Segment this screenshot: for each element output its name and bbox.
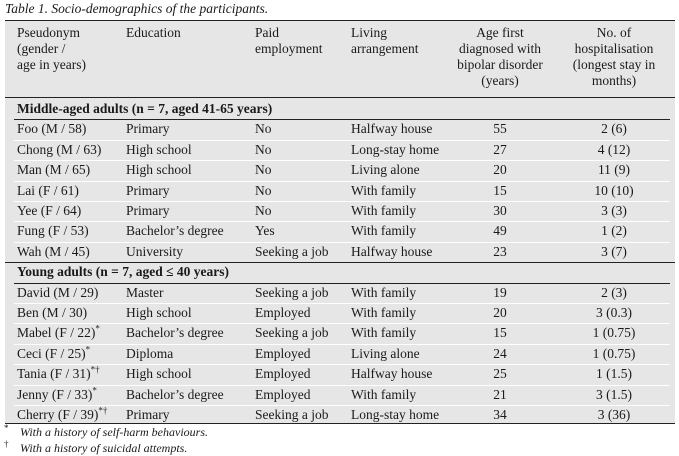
cell-hospitalisation: 10 (10) (594, 182, 634, 198)
cell-hospitalisation: 1 (1.5) (596, 366, 632, 382)
cell-living: Long-stay home (351, 141, 440, 157)
cell-pseudonym (17, 119, 86, 139)
table-row (5, 140, 675, 160)
cell-living: Halfway house (351, 121, 433, 137)
cell-hospitalisation: 3 (3) (601, 203, 627, 218)
table-row (5, 303, 675, 323)
cell-living: Halfway house (351, 243, 433, 259)
cell-living: With family (351, 223, 417, 239)
cell-pseudonym (17, 181, 79, 201)
sociodemographics-table (5, 20, 675, 424)
cell-education: Bachelor’s degree (126, 386, 224, 402)
cell-employment: No (255, 182, 272, 198)
cell-living: With family (351, 305, 417, 320)
participant-name: Tania (F / 31) (17, 366, 91, 382)
participant-name: David (M / 29) (17, 284, 99, 300)
cell-education: Bachelor’s degree (126, 325, 224, 341)
participant-name: Fung (F / 53) (17, 223, 89, 239)
participant-name: Jenny (F / 33) (17, 386, 93, 402)
cell-education: Master (126, 284, 164, 300)
cell-age-first: 27 (493, 141, 507, 157)
cell-employment: Employed (255, 345, 311, 361)
table-row (5, 323, 675, 343)
cell-living: Living alone (351, 162, 420, 178)
header-education: Education (126, 25, 181, 40)
cell-age-first: 15 (493, 325, 507, 341)
cell-age-first: 15 (493, 182, 507, 198)
cell-employment: No (255, 121, 272, 137)
cell-living: Long-stay home (351, 407, 440, 422)
header-employment: Paid employment (255, 25, 323, 56)
table-header (5, 25, 675, 95)
table-row (5, 160, 675, 180)
table-row (5, 344, 675, 364)
participant-name: Ceci (F / 25) (17, 345, 86, 361)
cell-pseudonym (17, 405, 107, 425)
cell-education: University (126, 243, 183, 259)
cell-age-first: 21 (493, 386, 507, 402)
cell-hospitalisation: 11 (9) (597, 162, 631, 178)
cell-education: High school (126, 305, 192, 320)
cell-age-first: 24 (493, 345, 507, 361)
cell-employment: Employed (255, 366, 311, 382)
table-row (5, 283, 675, 303)
table-row (5, 221, 675, 241)
cell-education: Primary (126, 182, 170, 198)
footnote-marker: *† (98, 405, 108, 416)
cell-hospitalisation: 3 (1.5) (596, 386, 632, 402)
cell-education: Primary (126, 203, 170, 218)
header-pseudonym: Pseudonym (gender / age in years) (17, 25, 86, 72)
footnote-marker: * (92, 385, 97, 396)
footnote-marker: * (95, 323, 100, 334)
cell-living: Living alone (351, 345, 420, 361)
participant-name: Chong (M / 63) (17, 141, 102, 157)
cell-pseudonym (17, 201, 81, 221)
table-row (5, 201, 675, 221)
cell-age-first: 55 (493, 121, 507, 137)
cell-age-first: 19 (493, 284, 507, 300)
table-row (5, 405, 675, 425)
cell-pseudonym (17, 242, 90, 262)
header-hospitalisation: No. of hospitalisation (longest stay in months) (572, 25, 656, 88)
cell-pseudonym (17, 385, 97, 405)
section-title: Young adults (n = 7, aged ≤ 40 years) (17, 264, 229, 280)
cell-employment: No (255, 162, 272, 178)
participant-name: Cherry (F / 39) (17, 407, 99, 422)
cell-education: Primary (126, 121, 170, 137)
table-row (5, 242, 675, 262)
cell-pseudonym (17, 344, 90, 364)
participant-name: Wah (M / 45) (17, 243, 90, 259)
cell-age-first: 49 (493, 223, 507, 239)
cell-living: With family (351, 203, 417, 218)
cell-pseudonym (17, 303, 87, 323)
cell-employment: Seeking a job (255, 284, 329, 300)
cell-hospitalisation: 3 (7) (601, 243, 627, 259)
header-rule (5, 97, 675, 98)
cell-age-first: 34 (493, 407, 507, 422)
cell-hospitalisation: 2 (6) (601, 121, 627, 137)
cell-education: Diploma (126, 345, 174, 361)
cell-age-first: 25 (493, 366, 507, 382)
cell-education: High school (126, 141, 192, 157)
cell-pseudonym (17, 140, 101, 160)
cell-hospitalisation: 3 (36) (597, 407, 631, 422)
cell-age-first: 30 (493, 203, 507, 218)
participant-name: Foo (M / 58) (17, 121, 87, 137)
cell-pseudonym (17, 364, 100, 384)
cell-living: With family (351, 284, 417, 300)
cell-age-first: 23 (493, 243, 507, 259)
cell-employment: Seeking a job (255, 325, 329, 341)
cell-pseudonym (17, 323, 100, 343)
cell-employment: No (255, 141, 272, 157)
cell-pseudonym (17, 221, 89, 241)
cell-education: High school (126, 366, 192, 382)
participant-name: Ben (M / 30) (17, 305, 88, 320)
cell-employment: Seeking a job (255, 407, 329, 422)
cell-living: With family (351, 325, 417, 341)
cell-employment: Employed (255, 386, 311, 402)
cell-hospitalisation: 1 (2) (601, 223, 627, 239)
cell-employment: Seeking a job (255, 243, 329, 259)
cell-education: Bachelor’s degree (126, 223, 224, 239)
cell-employment: Employed (255, 305, 311, 320)
table-caption: Table 1. Socio-demographics of the participants. (5, 1, 269, 16)
cell-hospitalisation: 4 (12) (597, 141, 631, 157)
participant-name: Man (M / 65) (17, 162, 91, 178)
header-age-first: Age first diagnosed with bipolar disorder (years) (457, 25, 543, 88)
cell-living: Halfway house (351, 366, 433, 382)
cell-education: Primary (126, 407, 170, 422)
header-living: Living arrangement (351, 25, 419, 56)
cell-education: High school (126, 162, 192, 178)
table-row (5, 119, 675, 139)
table-row (5, 364, 675, 384)
cell-hospitalisation: 1 (0.75) (592, 325, 636, 341)
footnote-marker: * (85, 344, 91, 355)
cell-age-first: 20 (493, 162, 507, 178)
section-title: Middle-aged adults (n = 7, aged 41-65 years) (17, 101, 273, 116)
cell-pseudonym (17, 283, 98, 303)
footnote-marker: *† (90, 364, 100, 375)
cell-age-first: 20 (493, 305, 507, 320)
participant-name: Yee (F / 64) (17, 203, 82, 218)
participant-name: Lai (F / 61) (17, 182, 79, 198)
participant-name: Mabel (F / 22) (17, 325, 96, 341)
cell-pseudonym (17, 160, 90, 180)
table-row (5, 181, 675, 201)
cell-living: With family (351, 182, 417, 198)
table-row (5, 385, 675, 405)
cell-hospitalisation: 2 (3) (601, 284, 627, 300)
cell-employment: No (255, 203, 272, 218)
cell-employment: Yes (255, 223, 275, 239)
cell-hospitalisation: 1 (0.75) (592, 345, 636, 361)
cell-hospitalisation: 3 (0.3) (596, 305, 632, 320)
cell-living: With family (351, 386, 417, 402)
